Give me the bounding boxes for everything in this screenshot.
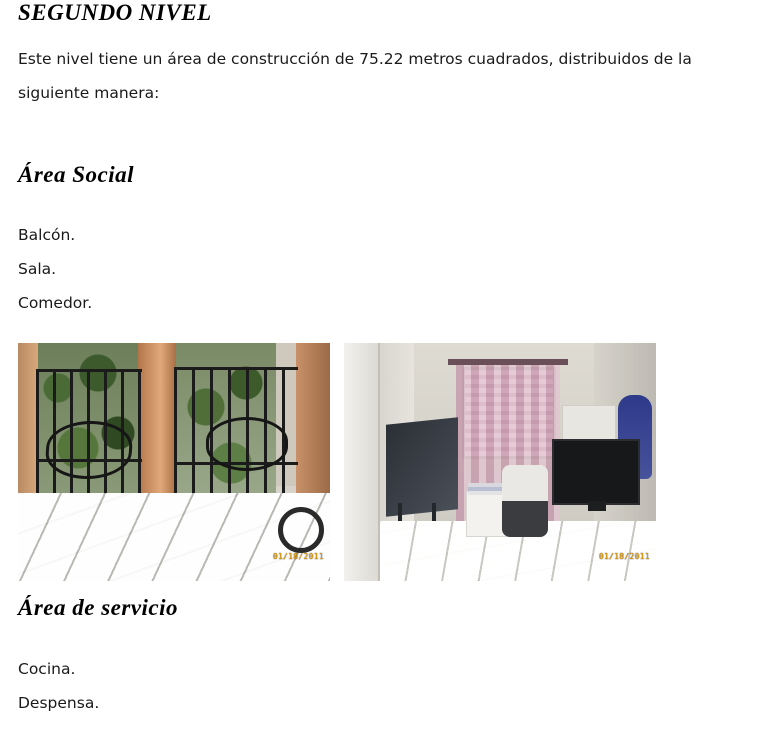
list-area-social — [0, 218, 92, 320]
list-item: Despensa. — [18, 694, 100, 712]
office-chair — [502, 465, 548, 537]
list-item: Comedor. — [18, 294, 93, 312]
balcony-photo — [18, 343, 330, 581]
list-item: Balcón. — [18, 226, 76, 244]
curtain-rod — [448, 359, 568, 365]
television — [552, 439, 640, 505]
section-heading-area-social: Área Social — [18, 162, 135, 187]
television-stand — [588, 501, 606, 511]
list-area-de-servicio — [0, 652, 99, 720]
photo-date-stamp: 01/18/2011 — [598, 552, 650, 561]
living-room-photo — [344, 343, 656, 581]
door-frame — [344, 343, 380, 581]
railing-scroll-ornament — [206, 417, 288, 471]
page-title: SEGUNDO NIVEL — [18, 0, 212, 25]
section-heading-area-de-servicio: Área de servicio — [18, 595, 179, 620]
list-item: Sala. — [18, 260, 57, 278]
intro-paragraph: Este nivel tiene un área de construcción de 75.22 metros cuadrados, distribuidos de la siguiente manera: — [18, 50, 692, 102]
photo-date-stamp: 01/18/2011 — [272, 552, 324, 561]
photo-row — [18, 343, 760, 581]
coiled-hose — [278, 507, 324, 553]
list-item: Cocina. — [18, 660, 76, 678]
wall-shelf — [562, 405, 616, 441]
armchair — [386, 417, 458, 517]
